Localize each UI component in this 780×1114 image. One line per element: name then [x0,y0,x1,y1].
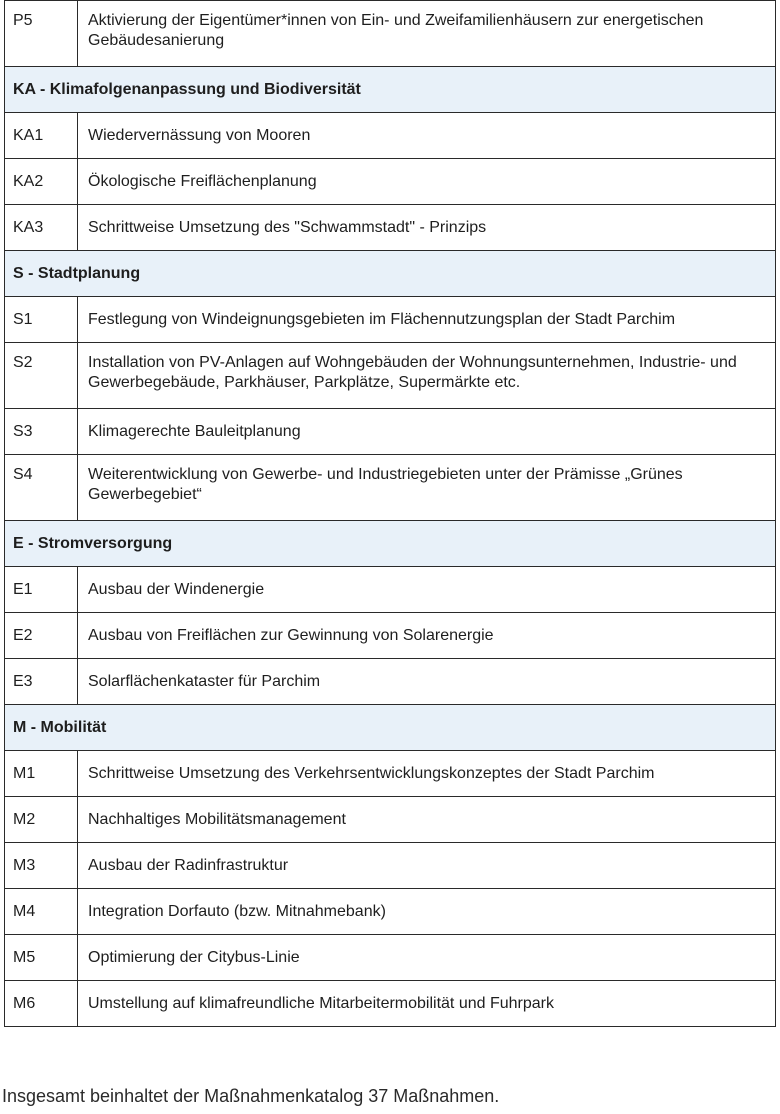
measure-row [5,659,776,705]
measure-code: M1 [5,751,78,797]
category-row [5,67,776,113]
measure-code: KA3 [5,205,78,251]
measure-row [5,205,776,251]
measure-description: Ausbau der Windenergie [78,567,776,613]
measure-code: S1 [5,297,78,343]
measure-description: Aktivierung der Eigentümer*innen von Ein- und Zweifamilienhäusern zur energetischen Gebäudesanierung [78,1,776,67]
measure-row [5,343,776,409]
measure-row [5,455,776,521]
summary-text: Insgesamt beinhaltet der Maßnahmenkatalog 37 Maßnahmen. [2,1086,500,1106]
measure-code: S2 [5,343,78,409]
measure-description: Nachhaltiges Mobilitätsmanagement [78,797,776,843]
measure-row [5,981,776,1027]
measure-description: Integration Dorfauto (bzw. Mitnahmebank) [78,889,776,935]
measure-row [5,297,776,343]
measure-code: M6 [5,981,78,1027]
measure-row [5,409,776,455]
measure-code: E2 [5,613,78,659]
measures-table-body [5,1,776,1027]
measure-code: S3 [5,409,78,455]
measure-row [5,843,776,889]
measure-code: P5 [5,1,78,67]
category-title: E - Stromversorgung [5,521,776,567]
measure-row [5,159,776,205]
category-row [5,521,776,567]
measure-description: Ausbau von Freiflächen zur Gewinnung von Solarenergie [78,613,776,659]
measure-description: Solarflächenkataster für Parchim [78,659,776,705]
measures-table [4,0,776,1027]
category-row [5,705,776,751]
measure-row [5,1,776,67]
category-title: M - Mobilität [5,705,776,751]
measure-code: M3 [5,843,78,889]
measure-code: KA2 [5,159,78,205]
measure-row [5,889,776,935]
measure-description: Festlegung von Windeignungsgebieten im Flächennutzungsplan der Stadt Parchim [78,297,776,343]
measure-code: M2 [5,797,78,843]
measure-description: Schrittweise Umsetzung des Verkehrsentwicklungskonzeptes der Stadt Parchim [78,751,776,797]
measure-description: Klimagerechte Bauleitplanung [78,409,776,455]
category-row [5,251,776,297]
measure-row [5,797,776,843]
measure-description: Ökologische Freiflächenplanung [78,159,776,205]
measure-row [5,613,776,659]
measure-code: E1 [5,567,78,613]
measure-description: Wiedervernässung von Mooren [78,113,776,159]
measure-row [5,751,776,797]
measure-description: Schrittweise Umsetzung des "Schwammstadt" - Prinzips [78,205,776,251]
measure-code: M5 [5,935,78,981]
measure-row [5,935,776,981]
measure-description: Weiterentwicklung von Gewerbe- und Industriegebieten unter der Prämisse „Grünes Gewerbegebiet“ [78,455,776,521]
measure-code: S4 [5,455,78,521]
measure-description: Ausbau der Radinfrastruktur [78,843,776,889]
measure-code: KA1 [5,113,78,159]
measure-row [5,567,776,613]
measure-row [5,113,776,159]
measure-code: M4 [5,889,78,935]
measure-code: E3 [5,659,78,705]
measure-description: Umstellung auf klimafreundliche Mitarbeitermobilität und Fuhrpark [78,981,776,1027]
category-title: KA - Klimafolgenanpassung und Biodiversität [5,67,776,113]
category-title: S - Stadtplanung [5,251,776,297]
measure-description: Optimierung der Citybus-Linie [78,935,776,981]
measure-description: Installation von PV-Anlagen auf Wohngebäuden der Wohnungsunternehmen, Industrie- und Gewerbegebäude, Parkhäuser, Parkplätze, Supermärkte etc. [78,343,776,409]
